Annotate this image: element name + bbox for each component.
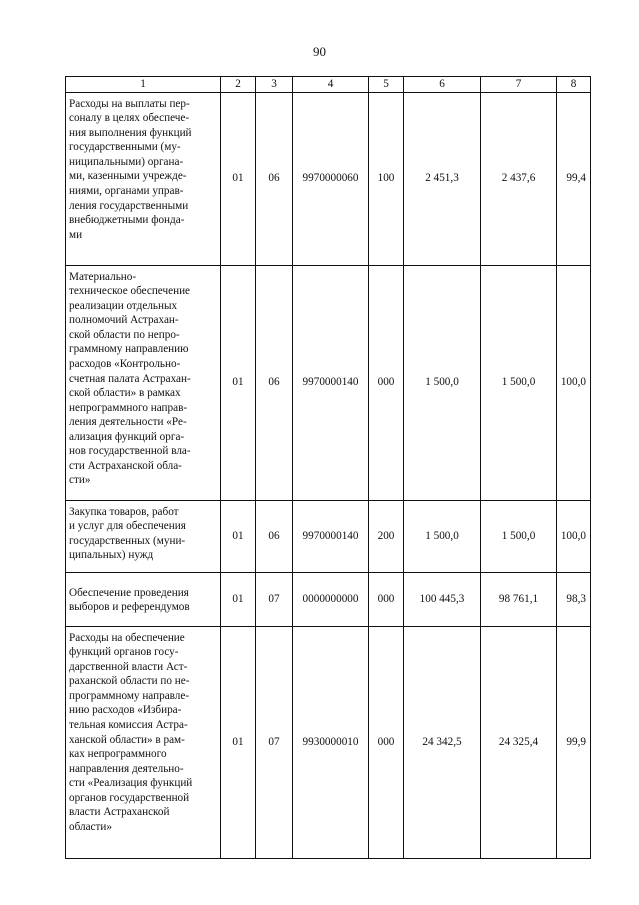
table-row xyxy=(66,265,591,500)
actual-amount-cell: 24 325,4 xyxy=(481,626,557,858)
expense-type-cell: 000 xyxy=(369,626,404,858)
subsection-cell: 06 xyxy=(256,265,293,500)
target-code-cell: 9970000060 xyxy=(293,92,369,265)
expense-name-text: Материально- техническое обеспечение реализации отдельных полномочий Астрахан- ской области по непро- граммному направлению расходов «Контрольно- счетная палата Астрахан- ской области» в рамках непрограммного направ- ления деятельности «Ре- ализация функций орга- нов государственной вла- сти Астраханской обла- сти» xyxy=(69,270,191,487)
expense-type-cell: 100 xyxy=(369,92,404,265)
column-header: 6 xyxy=(404,77,481,93)
table-row xyxy=(66,572,591,626)
column-header: 3 xyxy=(256,77,293,93)
table-row xyxy=(66,92,591,265)
expense-name-cell xyxy=(66,572,221,626)
plan-amount-cell: 24 342,5 xyxy=(404,626,481,858)
percent-cell: 100,0 xyxy=(557,500,591,572)
subsection-cell: 06 xyxy=(256,500,293,572)
table-row xyxy=(66,500,591,572)
target-code-cell: 0000000000 xyxy=(293,572,369,626)
budget-execution-table xyxy=(65,76,591,859)
expense-name-cell xyxy=(66,92,221,265)
page-number: 90 xyxy=(313,44,326,59)
table-row xyxy=(66,626,591,858)
percent-cell: 99,9 xyxy=(557,626,591,858)
subsection-cell: 06 xyxy=(256,92,293,265)
expense-name-cell xyxy=(66,626,221,858)
plan-amount-cell: 100 445,3 xyxy=(404,572,481,626)
expense-name-cell xyxy=(66,500,221,572)
percent-cell: 100,0 xyxy=(557,265,591,500)
column-header: 4 xyxy=(293,77,369,93)
actual-amount-cell: 98 761,1 xyxy=(481,572,557,626)
column-header: 7 xyxy=(481,77,557,93)
table-header-row xyxy=(66,77,591,93)
plan-amount-cell: 2 451,3 xyxy=(404,92,481,265)
subsection-cell: 07 xyxy=(256,626,293,858)
section-cell: 01 xyxy=(221,92,256,265)
expense-name-text: Закупка товаров, работ и услуг для обеспечения государственных (муни- ципальных) нужд xyxy=(69,505,186,562)
expense-name-text: Расходы на выплаты пер- соналу в целях обеспече- ния выполнения функций государственными (му- ниципальными) органа- ми, казенными учрежде- ниями, органами управ- ления государственными внебюджетными фонда- ми xyxy=(69,97,192,241)
column-header: 5 xyxy=(369,77,404,93)
expense-name-text: Расходы на обеспечение функций органов госу- дарственной власти Аст- раханской области по не- программному направле- нию расходов «Избира- тельная комиссия Астра- ханской области» в рам- ках непрограммного направления деятельно- сти «Реализация функций органов государственной власти Астраханской области» xyxy=(69,631,193,833)
target-code-cell: 9970000140 xyxy=(293,500,369,572)
section-cell: 01 xyxy=(221,500,256,572)
actual-amount-cell: 2 437,6 xyxy=(481,92,557,265)
expense-name-cell xyxy=(66,265,221,500)
plan-amount-cell: 1 500,0 xyxy=(404,500,481,572)
subsection-cell: 07 xyxy=(256,572,293,626)
actual-amount-cell: 1 500,0 xyxy=(481,500,557,572)
actual-amount-cell: 1 500,0 xyxy=(481,265,557,500)
plan-amount-cell: 1 500,0 xyxy=(404,265,481,500)
target-code-cell: 9930000010 xyxy=(293,626,369,858)
expense-name-text: Обеспечение проведения выборов и референдумов xyxy=(69,586,190,614)
column-header: 8 xyxy=(557,77,591,93)
target-code-cell: 9970000140 xyxy=(293,265,369,500)
column-header: 2 xyxy=(221,77,256,93)
section-cell: 01 xyxy=(221,265,256,500)
section-cell: 01 xyxy=(221,626,256,858)
percent-cell: 99,4 xyxy=(557,92,591,265)
expense-type-cell: 000 xyxy=(369,265,404,500)
percent-cell: 98,3 xyxy=(557,572,591,626)
section-cell: 01 xyxy=(221,572,256,626)
column-header: 1 xyxy=(66,77,221,93)
expense-type-cell: 000 xyxy=(369,572,404,626)
expense-type-cell: 200 xyxy=(369,500,404,572)
